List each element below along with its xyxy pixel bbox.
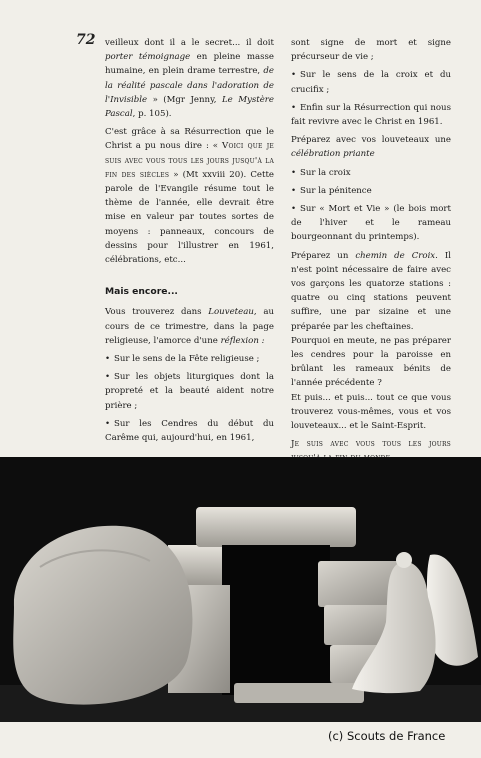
list-item [105, 370, 274, 413]
list-item [291, 184, 451, 198]
left-column [105, 36, 274, 445]
bullet-icon: • [105, 354, 111, 365]
closing-quote: Je suis avec vous tous les jours [291, 439, 451, 450]
bullet-icon: • [291, 185, 297, 196]
bullet-icon: • [291, 102, 297, 113]
bullet-icon: • [291, 204, 297, 215]
empty-tomb-photo [0, 457, 481, 722]
page-number: 72 [76, 32, 96, 48]
text-run: , p. 105). [132, 109, 172, 120]
right-paragraph-1 [291, 133, 451, 161]
list-item-text: Sur la pénitence [300, 185, 372, 196]
left-paragraph-3 [105, 305, 274, 348]
list-item-text: Sur le sens de la croix et du crucifix ; [291, 70, 451, 95]
text-run-italic: Le Mystère Pascal [105, 94, 274, 120]
text-run: veilleux dont il a le secret... il doit [105, 38, 274, 48]
list-item [291, 101, 451, 129]
list-item [291, 68, 451, 96]
list-item-text: Sur les objets liturgiques dont la propreté et la beauté aident notre prière ; [105, 372, 274, 411]
list-item-text: Sur « Mort et Vie » (le bois mort de l'hiver et le rameau bourgeonnant du printemps). [291, 204, 451, 243]
left-paragraph-1 [105, 36, 274, 121]
text-run: Préparez un [291, 250, 356, 261]
text-run-smallcaps: Voici que je suis avec vous tous les jours jusqu'à la fin des siècles [105, 141, 274, 180]
bullet-icon: • [291, 167, 297, 178]
text-run-italic: réflexion : [220, 335, 265, 346]
text-run: Vous trouverez dans [105, 307, 209, 318]
right-paragraph-3: Pourquoi en meute, ne pas préparer les cendres pour la paroisse en brûlant les rameaux bénits de l'année précédente ? [291, 335, 451, 389]
tomb-sculpture-icon [0, 457, 481, 722]
section-heading: Mais encore... [105, 286, 178, 298]
right-paragraph-4: Et puis... et puis... tout ce que vous trouverez vous-mêmes, vous et vos louveteaux... et le Saint-Esprit. [291, 392, 451, 432]
photo-credit: (c) Scouts de France [328, 729, 446, 743]
bullet-icon: • [291, 70, 297, 81]
right-continuation: sont signe de mort et signe précurseur de vie ; [291, 38, 451, 63]
text-run: en pleine masse humaine, en plein drame terrestre, [105, 52, 274, 77]
text-run-italic: chemin de Croix [355, 250, 436, 261]
right-paragraph-2 [291, 249, 451, 334]
text-run-italic: porter témoignage [105, 52, 191, 63]
list-item [291, 166, 451, 180]
right-column [291, 36, 451, 484]
text-run: , au cours de ce trimestre, dans la page religieuse, l'amorce d'une [105, 307, 275, 346]
text-run-italic: Louveteau [208, 307, 254, 318]
bullet-icon: • [105, 372, 111, 383]
text-run: » (Mt xxviii 20). Cette parole de l'Evangile résume tout le thème de l'année, elle devrait être mise en valeur par toutes sortes de moyens : panneaux, concours de dessins pour l'illustrer en 1961, célébrations, etc... [105, 169, 274, 266]
list-item [105, 352, 274, 366]
left-paragraph-2 [105, 125, 274, 267]
text-run-italic: célébration priante [291, 149, 375, 160]
list-item-text: Sur la croix [300, 167, 351, 178]
text-run: C'est grâce à sa Résurrection que le Christ a pu nous dire : « [105, 127, 274, 152]
text-run-italic: de la réalité pascale dans l'adoration de l'Invisible [105, 66, 274, 105]
text-run: . Il n'est point nécessaire de faire avec vos garçons les quatorze stations : quatre ou cinq stations peuvent suffire, une par sizaine et une préparée par les cheftaines. [291, 250, 452, 332]
bullet-icon: • [105, 418, 111, 429]
text-run: » (Mgr Jenny, [147, 94, 222, 105]
text-run: Préparez avec vos louveteaux une [291, 135, 451, 146]
list-item [105, 417, 274, 445]
list-item-text: Sur les Cendres du début du Carême qui, aujourd'hui, en 1961, [105, 418, 274, 444]
list-item [291, 202, 451, 245]
list-item-text: Sur le sens de la Fête religieuse ; [114, 354, 260, 365]
list-item-text: Enfin sur la Résurrection qui nous fait revivre avec le Christ en 1961. [291, 102, 451, 128]
